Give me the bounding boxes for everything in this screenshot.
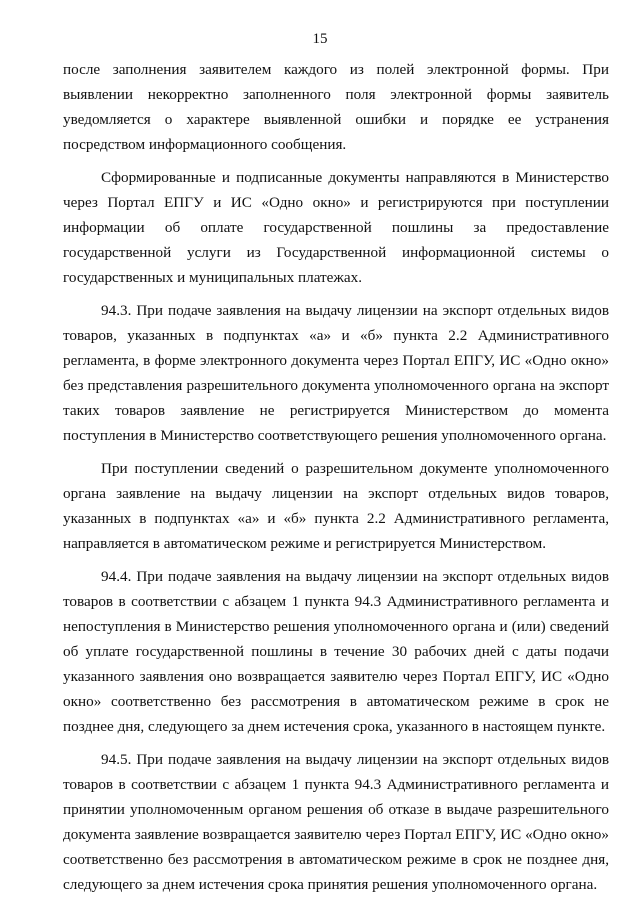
paragraph-submission: Сформированные и подписанные документы направляются в Министерство через Портал ЕПГУ и ИС «Одно окно» и регистрируются при поступлении информации об оплате государственной пошлины за предоставление государственной услуги из Государственной информационной системы о государственных и муниципальных платежах. — [63, 169, 609, 286]
page-number: 15 — [312, 31, 328, 47]
paragraph-94-3: 94.3. При подаче заявления на выдачу лицензии на экспорт отдельных видов товаров, указанных в подпунктах «а» и «б» пункта 2.2 Административного регламента, в форме электронного документа через Портал ЕПГУ, ИС «Одно окно» без представления разрешительного документа уполномоченного органа на экспорт таких товаров заявление не регистрируется Министерством до момента поступления в Министерство соответствующего решения уполномоченного органа. — [63, 302, 609, 444]
paragraph-continuation: после заполнения заявителем каждого из полей электронной формы. При выявлении некорректно заполненного поля электронной формы заявитель уведомляется о характере выявленной ошибки и порядке ее устранения посредством информационного сообщения. — [63, 61, 609, 153]
paragraph-94-3-registration: При поступлении сведений о разрешительном документе уполномоченного органа заявление на выдачу лицензии на экспорт отдельных видов товаров, указанных в подпунктах «а» и «б» пункта 2.2 Административного регламента, направляется в автоматическом режиме и регистрируется Министерством. — [63, 460, 609, 552]
document-body — [63, 57, 609, 905]
paragraph-94-4: 94.4. При подаче заявления на выдачу лицензии на экспорт отдельных видов товаров в соответствии с абзацем 1 пункта 94.3 Административного регламента и непоступления в Министерство решения уполномоченного органа и (или) сведений об уплате государственной пошлины в течение 30 рабочих дней с даты подачи указанного заявления оно возвращается заявителю через Портал ЕПГУ, ИС «Одно окно» соответственно без рассмотрения в автоматическом режиме в срок не позднее дня, следующего за днем истечения срока, указанного в настоящем пункте. — [63, 568, 609, 735]
paragraph-94-5: 94.5. При подаче заявления на выдачу лицензии на экспорт отдельных видов товаров в соответствии с абзацем 1 пункта 94.3 Административного регламента и принятии уполномоченным органом решения об отказе в выдаче разрешительного документа заявление возвращается заявителю через Портал ЕПГУ, ИС «Одно окно» соответственно без рассмотрения в автоматическом режиме в срок не позднее дня, следующего за днем истечения срока принятия решения уполномоченного органа. — [63, 751, 609, 893]
